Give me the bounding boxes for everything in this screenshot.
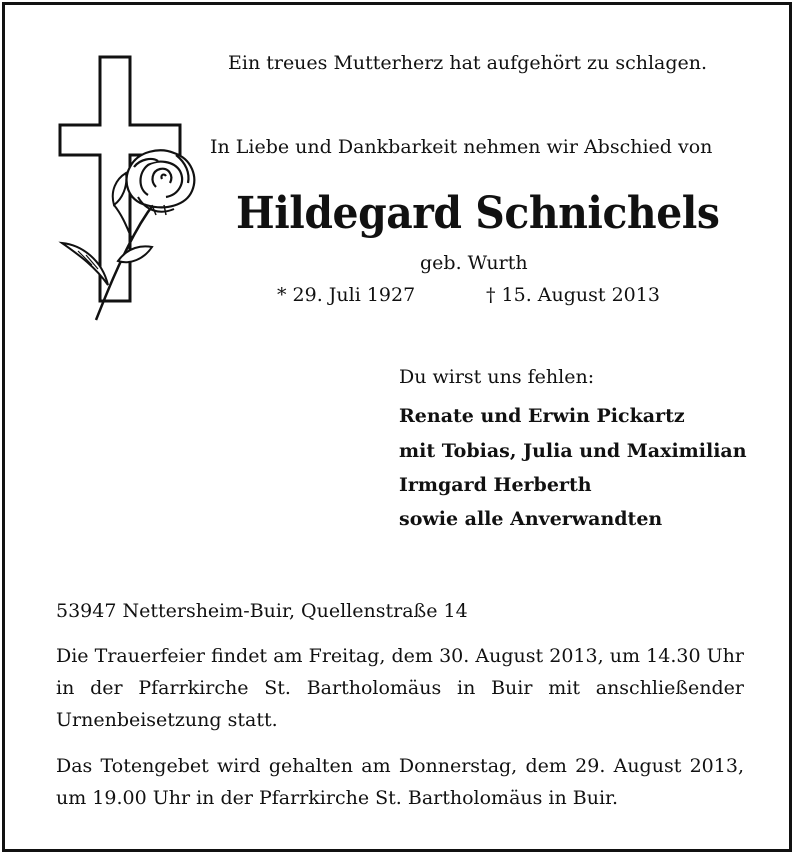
cross-with-rose-icon bbox=[56, 55, 206, 325]
mourner-line: Irmgard Herberth bbox=[399, 474, 592, 496]
funeral-service-paragraph: Die Trauerfeier findet am Freitag, dem 30. August 2013, um 14.30 Uhr in der Pfarrkirche St. Bartholomäus in Buir mit anschließender Urnenbeisetzung statt. bbox=[56, 645, 744, 731]
farewell-line: In Liebe und Dankbarkeit nehmen wir Abschied von bbox=[210, 136, 713, 158]
death-date: † 15. August 2013 bbox=[486, 284, 660, 306]
address-line: 53947 Nettersheim-Buir, Quellenstraße 14 bbox=[56, 600, 468, 622]
deceased-name: Hildegard Schnichels bbox=[236, 188, 720, 239]
motto-line: Ein treues Mutterherz hat aufgehört zu schlagen. bbox=[228, 52, 708, 74]
birth-name: geb. Wurth bbox=[420, 252, 528, 274]
birth-date: * 29. Juli 1927 bbox=[277, 284, 416, 306]
miss-line: Du wirst uns fehlen: bbox=[399, 366, 595, 388]
mourner-line: sowie alle Anverwandten bbox=[399, 508, 663, 530]
mourner-line: mit Tobias, Julia und Maximilian bbox=[399, 440, 747, 462]
mourner-line: Renate und Erwin Pickartz bbox=[399, 405, 685, 427]
prayer-service-paragraph: Das Totengebet wird gehalten am Donnerstag, dem 29. August 2013, um 19.00 Uhr in der Pfarrkirche St. Bartholomäus in Buir. bbox=[56, 755, 744, 809]
